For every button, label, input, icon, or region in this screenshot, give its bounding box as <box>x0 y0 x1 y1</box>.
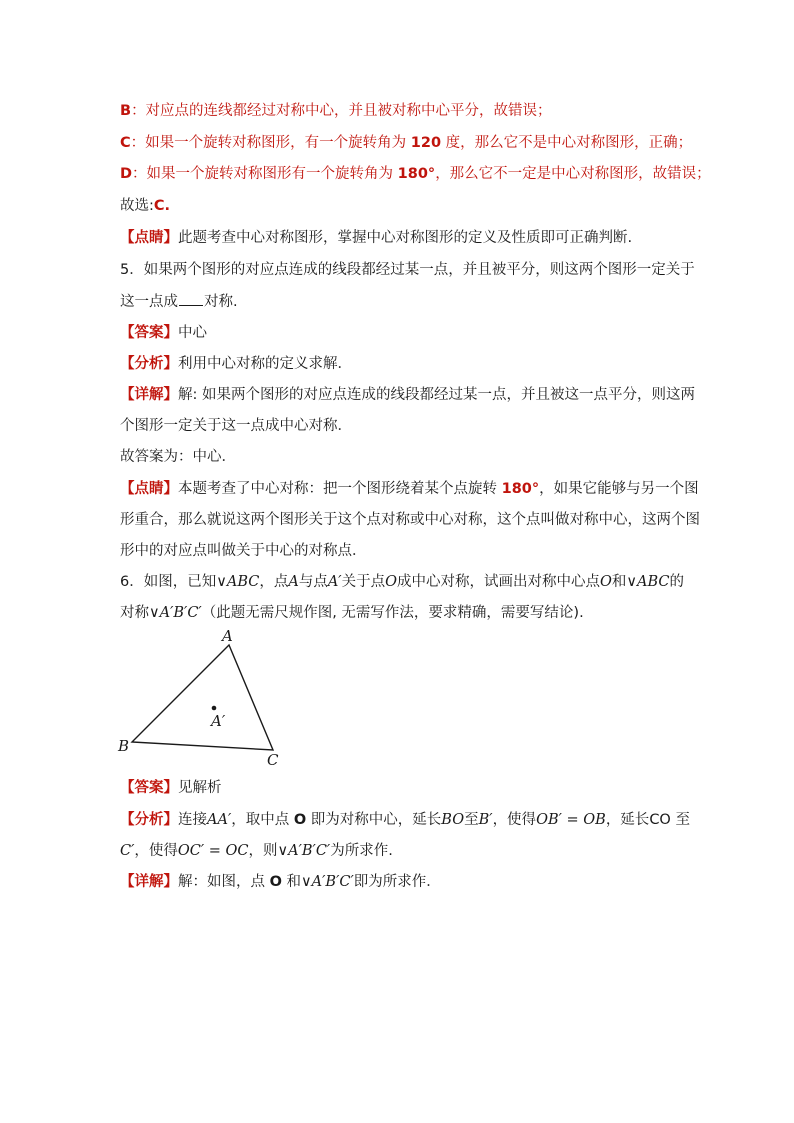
analysis-text: ，使得 <box>492 812 537 828</box>
math-point: O <box>599 574 612 590</box>
question-text: 与点 <box>298 574 328 590</box>
analysis-text: 为所求作. <box>330 843 393 859</box>
math-segment: BO <box>441 812 465 828</box>
section-tag: 【点睛】 <box>120 481 178 497</box>
option-d-line <box>120 164 711 184</box>
math-point: B′ <box>478 812 493 828</box>
math-triangle: ∨A′B′C′ <box>277 843 331 859</box>
detail-text: 即为所求作． <box>353 874 441 890</box>
comment-text: 本题考查了中心对称：把一个图形绕着某个点旋转 <box>178 481 502 497</box>
math-segment: CO <box>649 812 671 828</box>
point-a-prime <box>212 706 217 711</box>
q5-answer-line <box>120 323 207 343</box>
question-6-line-1 <box>120 572 684 592</box>
analysis-text: 连接 <box>178 812 207 828</box>
question-text: （此题无需尺规作图, 无需写作法，要求精确，需要写结论). <box>201 605 584 621</box>
label-a: A <box>222 627 233 645</box>
question-text: 关于点 <box>341 574 386 590</box>
detail-text: 和 <box>281 874 302 890</box>
analysis-text: ，延长 <box>605 812 650 828</box>
number: 120 <box>410 135 442 151</box>
question-6-line-2 <box>120 603 584 623</box>
section-tag: 【分析】 <box>120 812 178 828</box>
label-a-prime: A′ <box>211 712 226 730</box>
label-b: B <box>118 737 130 755</box>
comment-text: 形重合，那么就说这两个图形关于这个点对称或中心对称，这个点叫做对称中心，这两个图 <box>120 512 700 528</box>
triangle-abc <box>132 645 273 750</box>
math-point: C′ <box>120 843 135 859</box>
math-equation: OC′ = OC <box>177 843 249 859</box>
q5-detail-line-1 <box>120 385 695 405</box>
analysis-text: 利用中心对称的定义求解． <box>178 356 352 372</box>
question-text: 这一点成 <box>120 294 178 310</box>
section-tag: 【答案】 <box>120 325 178 341</box>
question-text: 5．如果两个图形的对应点连成的线段都经过某一点，并且被平分，则这两个图形一定关于 <box>120 262 695 278</box>
question-text: 和 <box>611 574 627 590</box>
section-tag: 【点睛】 <box>120 230 178 246</box>
answer-text: 中心 <box>178 325 207 341</box>
analysis-text: ，则 <box>248 843 278 859</box>
question-text: 的 <box>669 574 684 590</box>
q5-analysis-line <box>120 354 352 374</box>
analysis-text: ，使得 <box>134 843 178 859</box>
math-point: O <box>293 812 307 828</box>
q6-answer-line <box>120 778 222 798</box>
answer-value: C. <box>153 198 171 214</box>
detail-text: 个图形一定关于这一点成中心对称． <box>120 418 352 434</box>
section-tag: 【详解】 <box>120 874 178 890</box>
option-text: ：对应点的连线都经过对称中心，并且被对称中心平分，故错误； <box>131 103 552 119</box>
section-tag: 【分析】 <box>120 356 178 372</box>
q6-detail-line <box>120 872 441 892</box>
question-text: 6．如图，已知 <box>120 574 217 590</box>
number: 180° <box>397 166 436 182</box>
q5-comment-line-2 <box>120 510 700 530</box>
section-tag: 【答案】 <box>120 780 178 796</box>
option-letter: B <box>120 103 132 119</box>
answer-choice-line <box>120 196 170 216</box>
q5-comment-line-1 <box>120 479 699 499</box>
math-segment: AA′ <box>207 812 232 828</box>
option-b-line <box>120 101 552 121</box>
q6-analysis-line-2 <box>120 841 393 861</box>
answer-label: 故选: <box>120 198 154 214</box>
q5-comment-line-3 <box>120 541 367 561</box>
detail-text: 解：如图，点 <box>178 874 270 890</box>
math-equation: OB′ = OB <box>536 812 606 828</box>
option-text: ：如果一个旋转对称图形，有一个旋转角为 <box>130 135 411 151</box>
answer-blank <box>179 291 203 306</box>
math-triangle: ∨A′B′C′ <box>301 874 354 890</box>
comment-text: ，如果它能够与另一个图 <box>539 481 699 497</box>
section-tag: 【详解】 <box>120 387 178 403</box>
option-text: ，那么它不一定是中心对称图形，故错误； <box>435 166 711 182</box>
option-letter: C <box>120 135 131 151</box>
option-letter: D <box>120 166 133 182</box>
answer-text: 见解析 <box>178 780 222 796</box>
option-text: ：如果一个旋转对称图形有一个旋转角为 <box>132 166 398 182</box>
question-text: 对称 <box>120 605 149 621</box>
math-triangle: ∨ABC <box>216 574 260 590</box>
math-point: O <box>385 574 397 590</box>
q5-final-line <box>120 447 236 467</box>
question-5-line-2 <box>120 291 238 312</box>
q6-analysis-line-1 <box>120 810 690 830</box>
triangle-figure <box>110 625 310 775</box>
comment-line <box>120 228 632 248</box>
math-point: A′ <box>327 574 342 590</box>
analysis-text: 至 <box>464 812 479 828</box>
math-triangle: ∨A′B′C′ <box>149 605 202 621</box>
label-c: C <box>267 751 279 769</box>
question-text: 成中心对称，试画出对称中心点 <box>396 574 600 590</box>
question-5-line-1 <box>120 260 695 280</box>
comment-text: 此题考查中心对称图形，掌握中心对称图形的定义及性质即可正确判断. <box>178 230 633 246</box>
q5-detail-line-2 <box>120 416 352 436</box>
comment-text: 形中的对应点叫做关于中心的对称点． <box>120 543 367 559</box>
option-c-line <box>120 133 692 153</box>
analysis-text: 即为对称中心，延长 <box>306 812 442 828</box>
analysis-text: 至 <box>670 812 690 828</box>
math-point: O <box>269 874 282 890</box>
analysis-text: ，取中点 <box>231 812 294 828</box>
option-text: 度，那么它不是中心对称图形，正确； <box>441 135 693 151</box>
detail-text: 解: 如果两个图形的对应点连成的线段都经过某一点，并且被这一点平分，则这两 <box>178 387 695 403</box>
math-triangle: ∨ABC <box>626 574 670 590</box>
final-answer-text: 故答案为：中心． <box>120 449 236 465</box>
question-text: ，点 <box>259 574 289 590</box>
number: 180° <box>501 481 540 497</box>
question-text: 对称. <box>204 294 238 310</box>
math-point: A <box>288 574 299 590</box>
